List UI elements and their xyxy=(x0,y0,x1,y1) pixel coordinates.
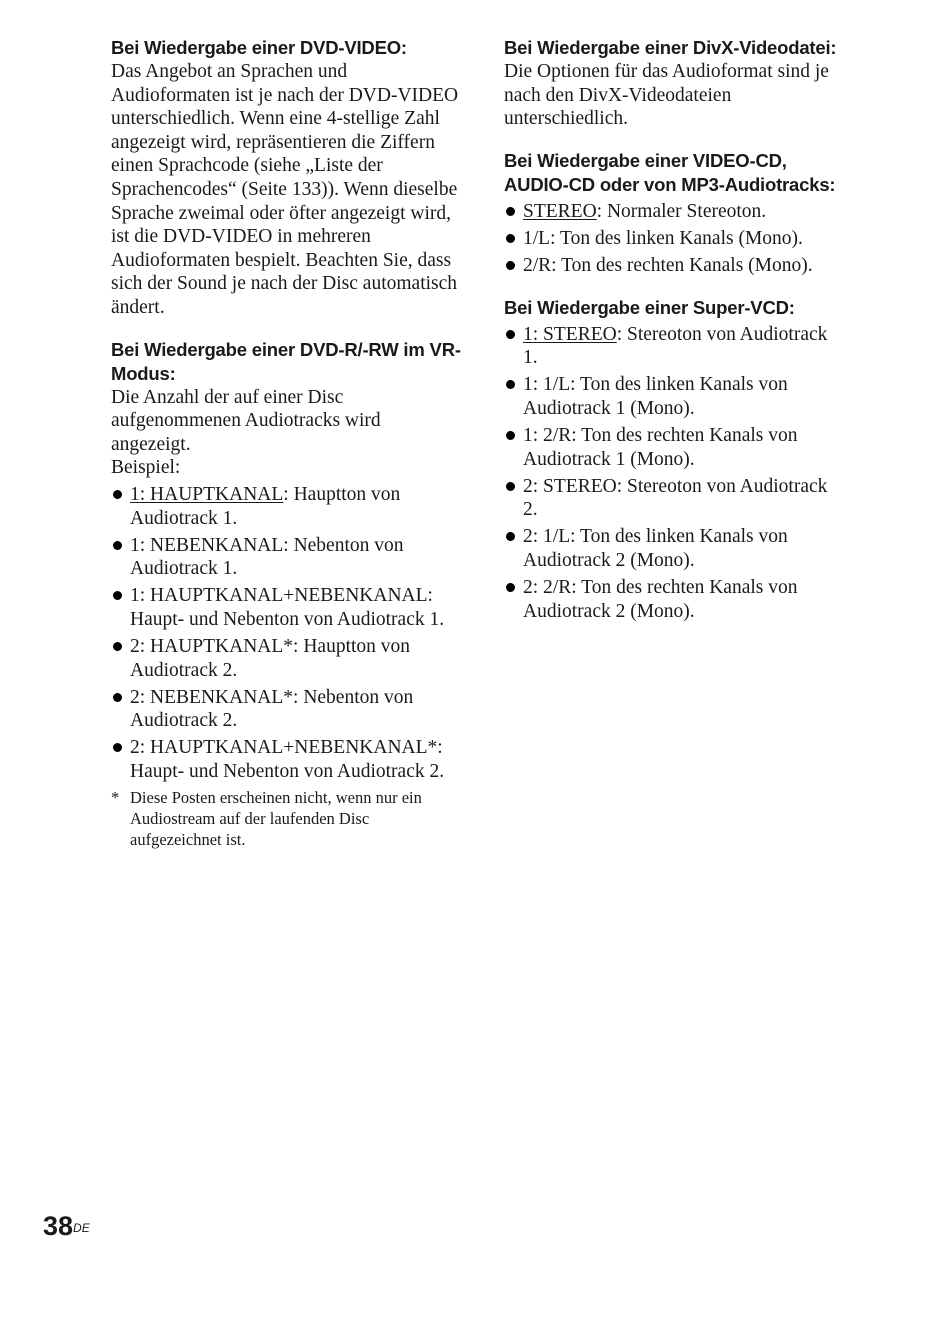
list-item-lead: 1: STEREO xyxy=(523,323,617,345)
list-item-text: 2: 2/R: Ton des rechten Kanals von Audiotrack 2 (Mono). xyxy=(523,577,798,622)
list-item xyxy=(111,534,461,581)
list-item-text: : Hauptton von Audiotrack 1. xyxy=(130,483,401,529)
dvd-rw-example-label: Beispiel: xyxy=(111,457,181,479)
list-item-text: : Normaler Stereoton. xyxy=(596,200,767,222)
left-column xyxy=(111,36,461,850)
list-item xyxy=(504,200,839,224)
list-item-text: 2: 1/L: Ton des linken Kanals von Audiotrack 2 (Mono). xyxy=(523,526,788,571)
list-item xyxy=(111,483,461,530)
list-item-text: 2: HAUPTKANAL+NEBENKANAL*: Haupt- und Nebenton von Audiotrack 2. xyxy=(130,737,445,782)
list-item-text: 2: NEBENKANAL*: Nebenton von Audiotrack 2. xyxy=(130,686,414,732)
list-item xyxy=(504,475,839,522)
list-item-text: 1: HAUPTKANAL+NEBENKANAL: Haupt- und Nebenton von Audiotrack 1. xyxy=(130,585,445,630)
right-column xyxy=(504,36,839,627)
vcd-list xyxy=(504,200,839,278)
list-item-text: 2: HAUPTKANAL*: Hauptton von Audiotrack 2. xyxy=(130,635,411,681)
svcd-heading: Bei Wiedergabe einer Super-VCD: xyxy=(504,296,795,318)
footnote-text: Diese Posten erscheinen nicht, wenn nur ein Audiostream auf der laufenden Disc aufgezeichnet ist. xyxy=(130,788,422,850)
vcd-section xyxy=(504,149,839,278)
list-item xyxy=(111,686,461,733)
list-item xyxy=(504,525,839,572)
list-item-text: 1: 2/R: Ton des rechten Kanals von Audiotrack 1 (Mono). xyxy=(523,424,798,470)
page-number-value: 38 xyxy=(43,1211,74,1241)
dvd-video-heading: Bei Wiedergabe einer DVD-VIDEO: xyxy=(111,37,407,58)
page-language-code: DE xyxy=(73,1221,90,1235)
list-item xyxy=(111,584,461,631)
list-item-lead: 1: HAUPTKANAL xyxy=(130,483,284,505)
divx-section xyxy=(504,36,839,131)
dvd-rw-section xyxy=(111,338,461,851)
dvd-video-section xyxy=(111,36,461,320)
list-item-text: 2/R: Ton des rechten Kanals (Mono). xyxy=(523,254,813,276)
list-item-lead: STEREO xyxy=(523,200,597,222)
dvd-video-text: Das Angebot an Sprachen und Audioformaten ist je nach der DVD-VIDEO unterschiedlich. Wenn eine 4-stellige Zahl angezeigt wird, repräsentieren die Ziffern einen Sprachcode (siehe „Liste der Sprachencodes“ (Seite 133)). Wenn dieselbe Sprache zweimal oder öfter angezeigt wird, ist die DVD-VIDEO in mehreren Audioformaten bespielt. Beachten Sie, dass sich der Sound je nach der Disc automatisch ändert. xyxy=(111,61,459,318)
list-item xyxy=(504,424,839,471)
list-item xyxy=(504,373,839,420)
list-item xyxy=(504,227,839,251)
divx-heading: Bei Wiedergabe einer DivX-Videodatei: xyxy=(504,37,837,58)
dvd-rw-text: Die Anzahl der auf einer Disc aufgenommenen Audiotracks wird angezeigt. xyxy=(111,386,381,455)
page-number xyxy=(43,1208,90,1244)
list-item xyxy=(504,323,839,370)
svcd-section xyxy=(504,296,839,624)
list-item-text: : Stereoton von Audiotrack 1. xyxy=(523,323,828,369)
list-item-text: 1: 1/L: Ton des linken Kanals von Audiotrack 1 (Mono). xyxy=(523,374,788,419)
vcd-heading: Bei Wiedergabe einer VIDEO-CD, AUDIO-CD oder von MP3-Audiotracks: xyxy=(504,149,836,195)
list-item xyxy=(504,576,839,623)
list-item-text: 2: STEREO: Stereoton von Audiotrack 2. xyxy=(523,475,828,521)
dvd-rw-heading: Bei Wiedergabe einer DVD-R/-RW im VR-Modus: xyxy=(111,338,461,384)
list-item xyxy=(504,254,839,278)
svcd-list xyxy=(504,323,839,624)
footnote-mark: * xyxy=(111,788,120,808)
list-item xyxy=(111,736,461,783)
list-item-text: 1/L: Ton des linken Kanals (Mono). xyxy=(523,227,803,249)
dvd-rw-list xyxy=(111,483,461,784)
list-item-text: 1: NEBENKANAL: Nebenton von Audiotrack 1. xyxy=(130,534,404,580)
list-item xyxy=(111,635,461,682)
divx-text: Die Optionen für das Audioformat sind je nach den DivX-Videodateien unterschiedlich. xyxy=(504,61,829,130)
footnote xyxy=(111,787,461,850)
